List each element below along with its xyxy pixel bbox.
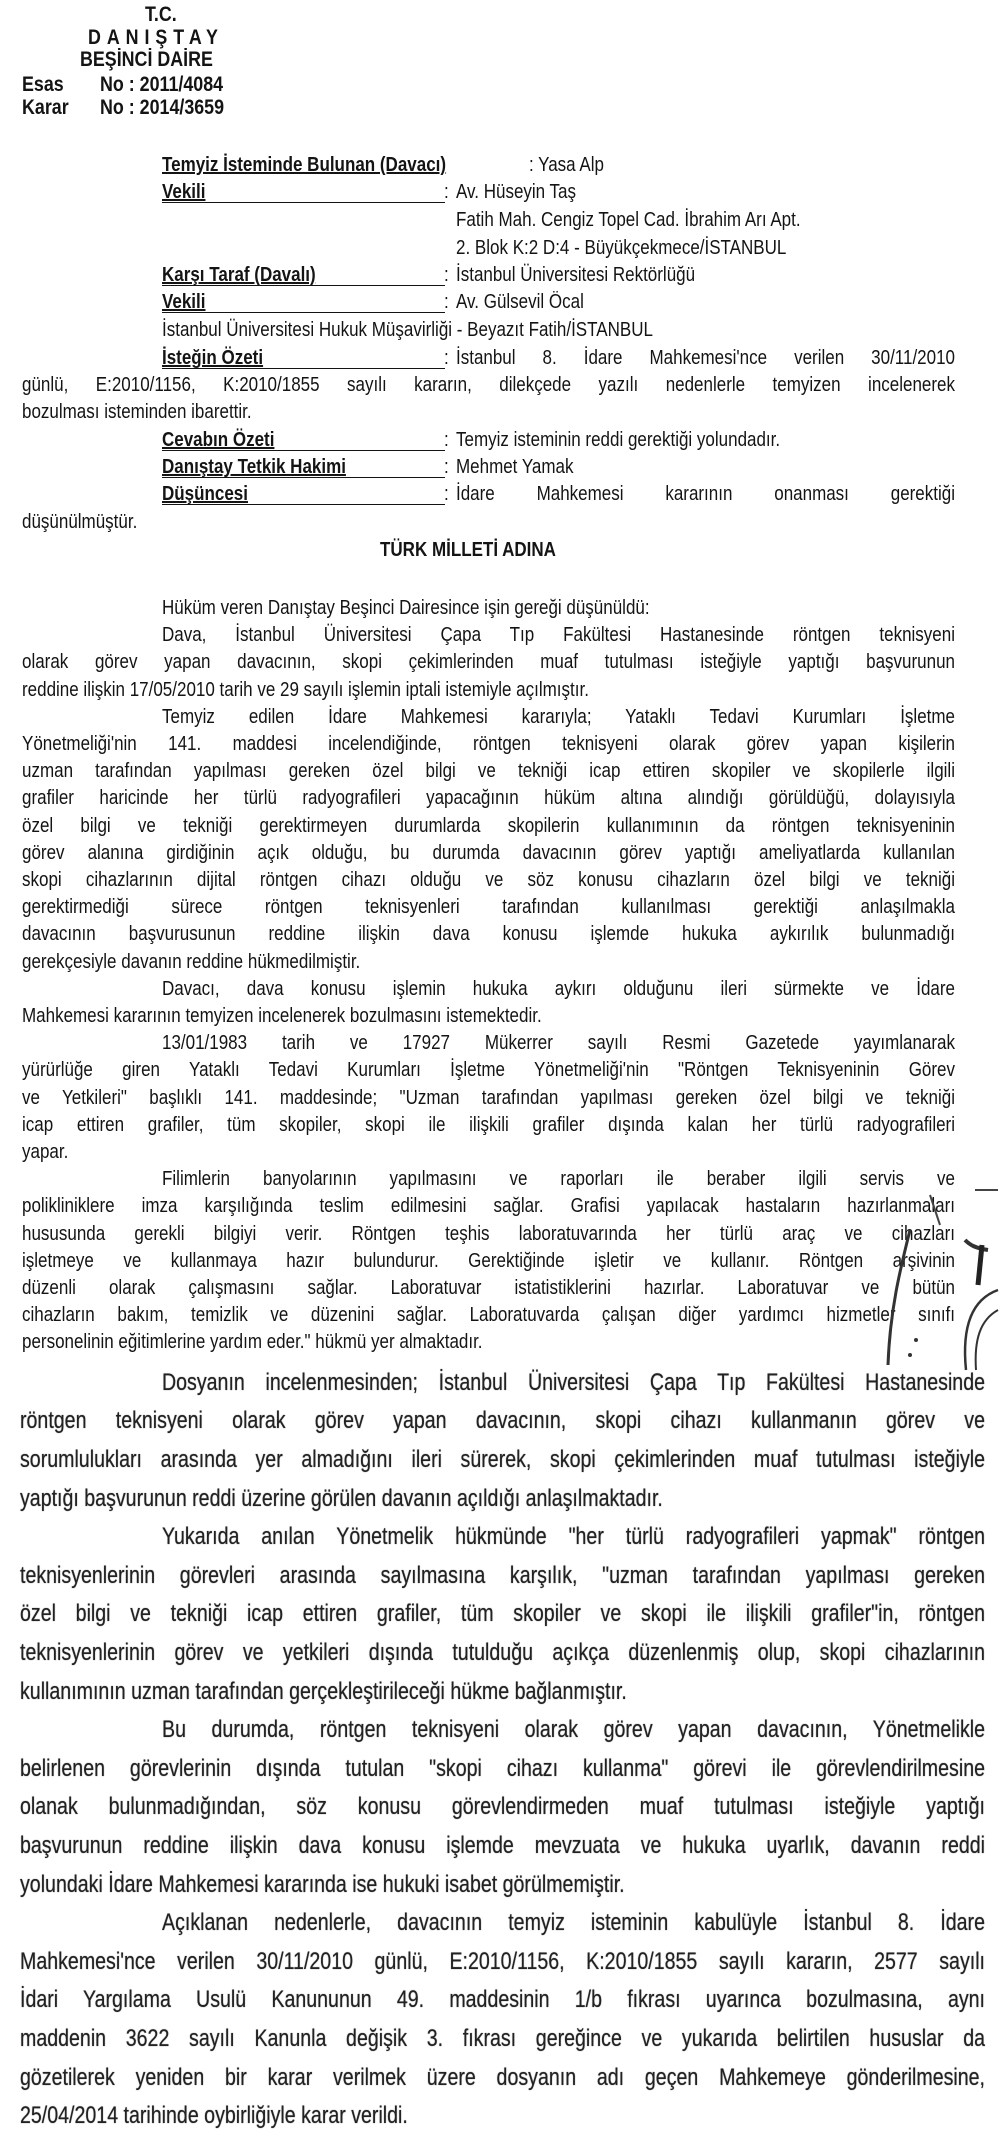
text-line: Hüküm veren Danıştay Beşinci Dairesince işin gereği düşünüldü: bbox=[162, 597, 650, 619]
text-line: gerekçesiyle davanın reddine hükmedilmiştir. bbox=[22, 950, 361, 973]
text-line: özel bilgi ve tekniği icap ettiren grafiler, tüm skopiler ve skopi ile ilişkili grafiler"in, röntgen bbox=[20, 1600, 985, 1628]
colon: : bbox=[444, 181, 449, 203]
karar-number: No : 2014/3659 bbox=[100, 96, 225, 119]
stamp-mark bbox=[870, 1130, 1000, 1380]
text-line: kullanımının uzman tarafından gerçekleştirileceği hükme bağlanmıştır. bbox=[20, 1677, 627, 1705]
text-line: cihazların bakım, temizlik ve düzenini sağlar. Laboratuvarda çalışan diğer yardımcı hizmetler sınıfı bbox=[22, 1304, 955, 1327]
appellant-attorney-value: Av. Hüseyin Taş bbox=[456, 181, 577, 203]
respondent-attorney-value: Av. Gülsevil Öcal bbox=[456, 291, 584, 313]
text-line: yapar. bbox=[22, 1141, 69, 1163]
request-continuation: bozulması isteminden ibarettir. bbox=[22, 401, 252, 423]
appellant-address-line: 2. Blok K:2 D:4 - Büyükçekmece/İSTANBUL bbox=[456, 237, 787, 259]
appellant-address-line: Fatih Mah. Cengiz Topel Cad. İbrahim Arı Apt. bbox=[456, 209, 801, 231]
text-line: sorumlulukları arasında yer almadığını ileri sürerek, skopi çekimlerinden muaf tutulması isteğiyle bbox=[20, 1445, 985, 1473]
label-underline bbox=[162, 477, 445, 478]
opinion-label: Düşüncesi bbox=[162, 483, 248, 505]
label-underline bbox=[162, 202, 445, 203]
label-underline bbox=[162, 504, 445, 505]
text-line: icap ettiren grafiler, tüm skopiler, skopi ile ilişkili grafiler dışında kalan her türlü radyografileri bbox=[22, 1113, 955, 1136]
court-name: DANIŞTAY bbox=[88, 26, 224, 49]
response-value: Temyiz isteminin reddi gerektiği yolundadır. bbox=[456, 429, 781, 451]
request-value: İstanbul 8. İdare Mahkemesi'nce verilen 30/11/2010 bbox=[456, 347, 955, 369]
label-underline bbox=[162, 285, 445, 286]
text-line: işletmeye ve kullanmaya hazır bulundurur. Gerektiğinde işletir ve kullanır. Röntgen arşivinin bbox=[22, 1249, 955, 1272]
colon: : bbox=[444, 456, 449, 478]
text-line: Mahkemesi'nce verilen 30/11/2010 günlü, E:2010/1156, K:2010/1855 sayılı kararın, 2577 sayılı bbox=[20, 1947, 985, 1975]
text-line: hususunda gerekli bilgiyi verir. Röntgen teşhis laboratuvarında her türlü araç ve cihazları bbox=[22, 1222, 955, 1245]
label-underline bbox=[162, 312, 445, 313]
text-line: İdari Yargılama Usulü Kanununun 49. maddesinin 1/b fıkrası uyarınca bozulmasına, aynı bbox=[20, 1986, 985, 2014]
respondent-value: İstanbul Üniversitesi Rektörlüğü bbox=[456, 264, 696, 286]
text-line: yolundaki İdare Mahkemesi kararında ise hukuki isabet görülmemiştir. bbox=[20, 1870, 625, 1898]
text-line: gözetilerek yeniden bir karar verilmek üzere dosyanın adı geçen Mahkemeye gönderilmesine, bbox=[20, 2063, 985, 2091]
text-line: gerektirmediği sürece röntgen teknisyenleri tarafından kullanılması gerektiği anlaşılmakla bbox=[22, 896, 955, 919]
text-line: uzman tarafından yapılması gereken özel bilgi ve tekniği icap ettiren skopiler ve skopilerle ilgili bbox=[22, 760, 955, 783]
colon: : bbox=[444, 291, 449, 313]
colon: : bbox=[444, 264, 449, 286]
text-line: röntgen teknisyeni olarak görev yapan davacının, skopi cihazı kullanmanın görev ve bbox=[20, 1407, 985, 1435]
text-line: grafiler haricinde her türlü radyografileri yapacağının hüküm altına alındığı görüldüğü, dolayısıyla bbox=[22, 787, 955, 810]
text-line: personelinin eğitimlerine yardım eder." hükmü yer almaktadır. bbox=[22, 1331, 483, 1354]
text-line: Bu durumda, röntgen teknisyeni olarak görev yapan davacının, Yönetmelikle bbox=[162, 1716, 985, 1744]
text-line: olanak bulunmadığından, söz konusu görevlendirmeden muaf tutulması isteğiyle yaptığı bbox=[20, 1793, 985, 1821]
text-line: maddenin 3622 sayılı Kanunla değişik 3. fıkrası gereğince ve yukarıda belirtilen hususlar da bbox=[20, 2024, 985, 2052]
text-line: belirlenen görevlerinin dışında tutulan "skopi cihazı kullanma" görevi ile görevlendirilmesine bbox=[20, 1754, 985, 1782]
response-label: Cevabın Özeti bbox=[162, 429, 275, 451]
decision-title: TÜRK MİLLETİ ADINA bbox=[380, 539, 556, 561]
judge-label: Danıştay Tetkik Hakimi bbox=[162, 456, 346, 478]
text-line: skopi cihazlarının dijital röntgen cihazı olduğu ve söz konusu cihazların özel bilgi ve tekniği bbox=[22, 869, 955, 891]
text-line: polikliniklere imza karşılığında teslim edilmesini sağlar. Grafisi yapılacak hastaların hazırlanmaları bbox=[22, 1195, 955, 1218]
appellant-value: : Yasa Alp bbox=[529, 154, 604, 176]
label-underline bbox=[162, 450, 445, 451]
colon: : bbox=[444, 429, 449, 451]
text-line: reddine ilişkin 17/05/2010 tarih ve 29 sayılı işlemin iptali istemiyle açılmıştır. bbox=[22, 678, 589, 701]
text-line: özel bilgi ve tekniği gerektirmeyen durumlarda skopilerin kullanımının da röntgen teknisyeninin bbox=[22, 814, 955, 837]
respondent-label: Karşı Taraf (Davalı) bbox=[162, 264, 316, 286]
colon: : bbox=[444, 347, 449, 369]
request-label: İsteğin Özeti bbox=[162, 347, 264, 369]
text-line: düzenli olarak çalışmasını sağlar. Laboratuvar istatistiklerini hazırlar. Laboratuvar ve bütün bbox=[22, 1277, 955, 1299]
opinion-value: İdare Mahkemesi kararının onanması gerektiği bbox=[456, 483, 955, 505]
chamber-name: BEŞİNCİ DAİRE bbox=[80, 48, 213, 71]
text-line: görev alanına girdiğinin açık olduğu, bu durumda davacının görev yaptığı ameliyatlarda kullanılan bbox=[22, 841, 955, 864]
esas-label: Esas bbox=[22, 73, 64, 96]
text-line: Temyiz edilen İdare Mahkemesi kararıyla; Yataklı Tedavi Kurumları İşletme bbox=[162, 705, 955, 728]
text-line: olarak görev yapan davacının, skopi çekimlerinden muaf tutulması isteğiyle yaptığı başvurunun bbox=[22, 651, 955, 674]
respondent-attorney-label: Vekili bbox=[162, 291, 206, 313]
text-line: yürürlüğe giren Yataklı Tedavi Kurumları İşletme Yönetmeliği'nin "Röntgen Teknisyeninin Görev bbox=[22, 1059, 955, 1082]
text-line: Mahkemesi kararının temyizen incelenerek bozulmasını istemektedir. bbox=[22, 1005, 542, 1027]
respondent-address: İstanbul Üniversitesi Hukuk Müşavirliği - Beyazıt Fatih/İSTANBUL bbox=[162, 319, 653, 341]
tc-heading: T.C. bbox=[145, 3, 177, 26]
opinion-continuation: düşünülmüştür. bbox=[22, 511, 138, 533]
colon: : bbox=[444, 483, 449, 505]
esas-number: No : 2011/4084 bbox=[100, 73, 224, 96]
text-line: Filimlerin banyolarının yapılmasını ve raporları ile beraber ilgili servis ve bbox=[162, 1168, 955, 1191]
text-line: Dosyanın incelenmesinden; İstanbul Üniversitesi Çapa Tıp Fakültesi Hastanesinde bbox=[162, 1368, 985, 1396]
text-line: teknisyenlerinin görev ve yetkileri dışında tutulduğu açıkça düzenlenmiş olup, skopi cihazlarının bbox=[20, 1638, 985, 1666]
karar-label: Karar bbox=[22, 96, 69, 119]
text-line: başvurunun reddine ilişkin dava konusu işlemde mevzuata ve hukuka uyarlık, davanın reddi bbox=[20, 1831, 985, 1859]
appellant-label: Temyiz İsteminde Bulunan (Davacı) bbox=[162, 154, 447, 176]
text-line: Dava, İstanbul Üniversitesi Çapa Tıp Fakültesi Hastanesinde röntgen teknisyeni bbox=[162, 624, 955, 647]
request-continuation: günlü, E:2010/1156, K:2010/1855 sayılı kararın, dilekçede yazılı nedenlerle temyizen incelenerek bbox=[22, 374, 955, 396]
text-line: 13/01/1983 tarih ve 17927 Mükerrer sayılı Resmi Gazetede yayımlanarak bbox=[162, 1032, 955, 1055]
text-line: teknisyenlerinin görevleri arasında sayılmasına karşılık, "uzman tarafından yapılması gereken bbox=[20, 1561, 985, 1589]
text-line: Yönetmeliği'nin 141. maddesi incelendiğinde, röntgen teknisyeni olarak görev yapan kişilerin bbox=[22, 733, 955, 755]
text-line: davacının başvurusunun reddine ilişkin dava konusu işlemde hukuka aykırılık bulunmadığı bbox=[22, 923, 955, 946]
text-line: Yukarıda anılan Yönetmelik hükmünde "her türlü radyografileri yapmak" röntgen bbox=[162, 1523, 985, 1551]
text-line: yaptığı başvurunun reddi üzerine görülen davanın açıldığı anlaşılmaktadır. bbox=[20, 1484, 663, 1512]
text-line: Açıklanan nedenlerle, davacının temyiz isteminin kabulüyle İstanbul 8. İdare bbox=[162, 1909, 985, 1937]
text-line: Davacı, dava konusu işlemin hukuka aykırı olduğunu ileri sürmekte ve İdare bbox=[162, 977, 955, 1000]
text-line: 25/04/2014 tarihinde oybirliğiyle karar verildi. bbox=[20, 2102, 408, 2130]
label-underline bbox=[162, 368, 445, 369]
judge-value: Mehmet Yamak bbox=[456, 456, 574, 478]
appellant-attorney-label: Vekili bbox=[162, 181, 206, 203]
text-line: ve Yetkileri" başlıklı 141. maddesinde; "Uzman tarafından yapılması gereken özel bilgi ve tekniği bbox=[22, 1086, 955, 1109]
